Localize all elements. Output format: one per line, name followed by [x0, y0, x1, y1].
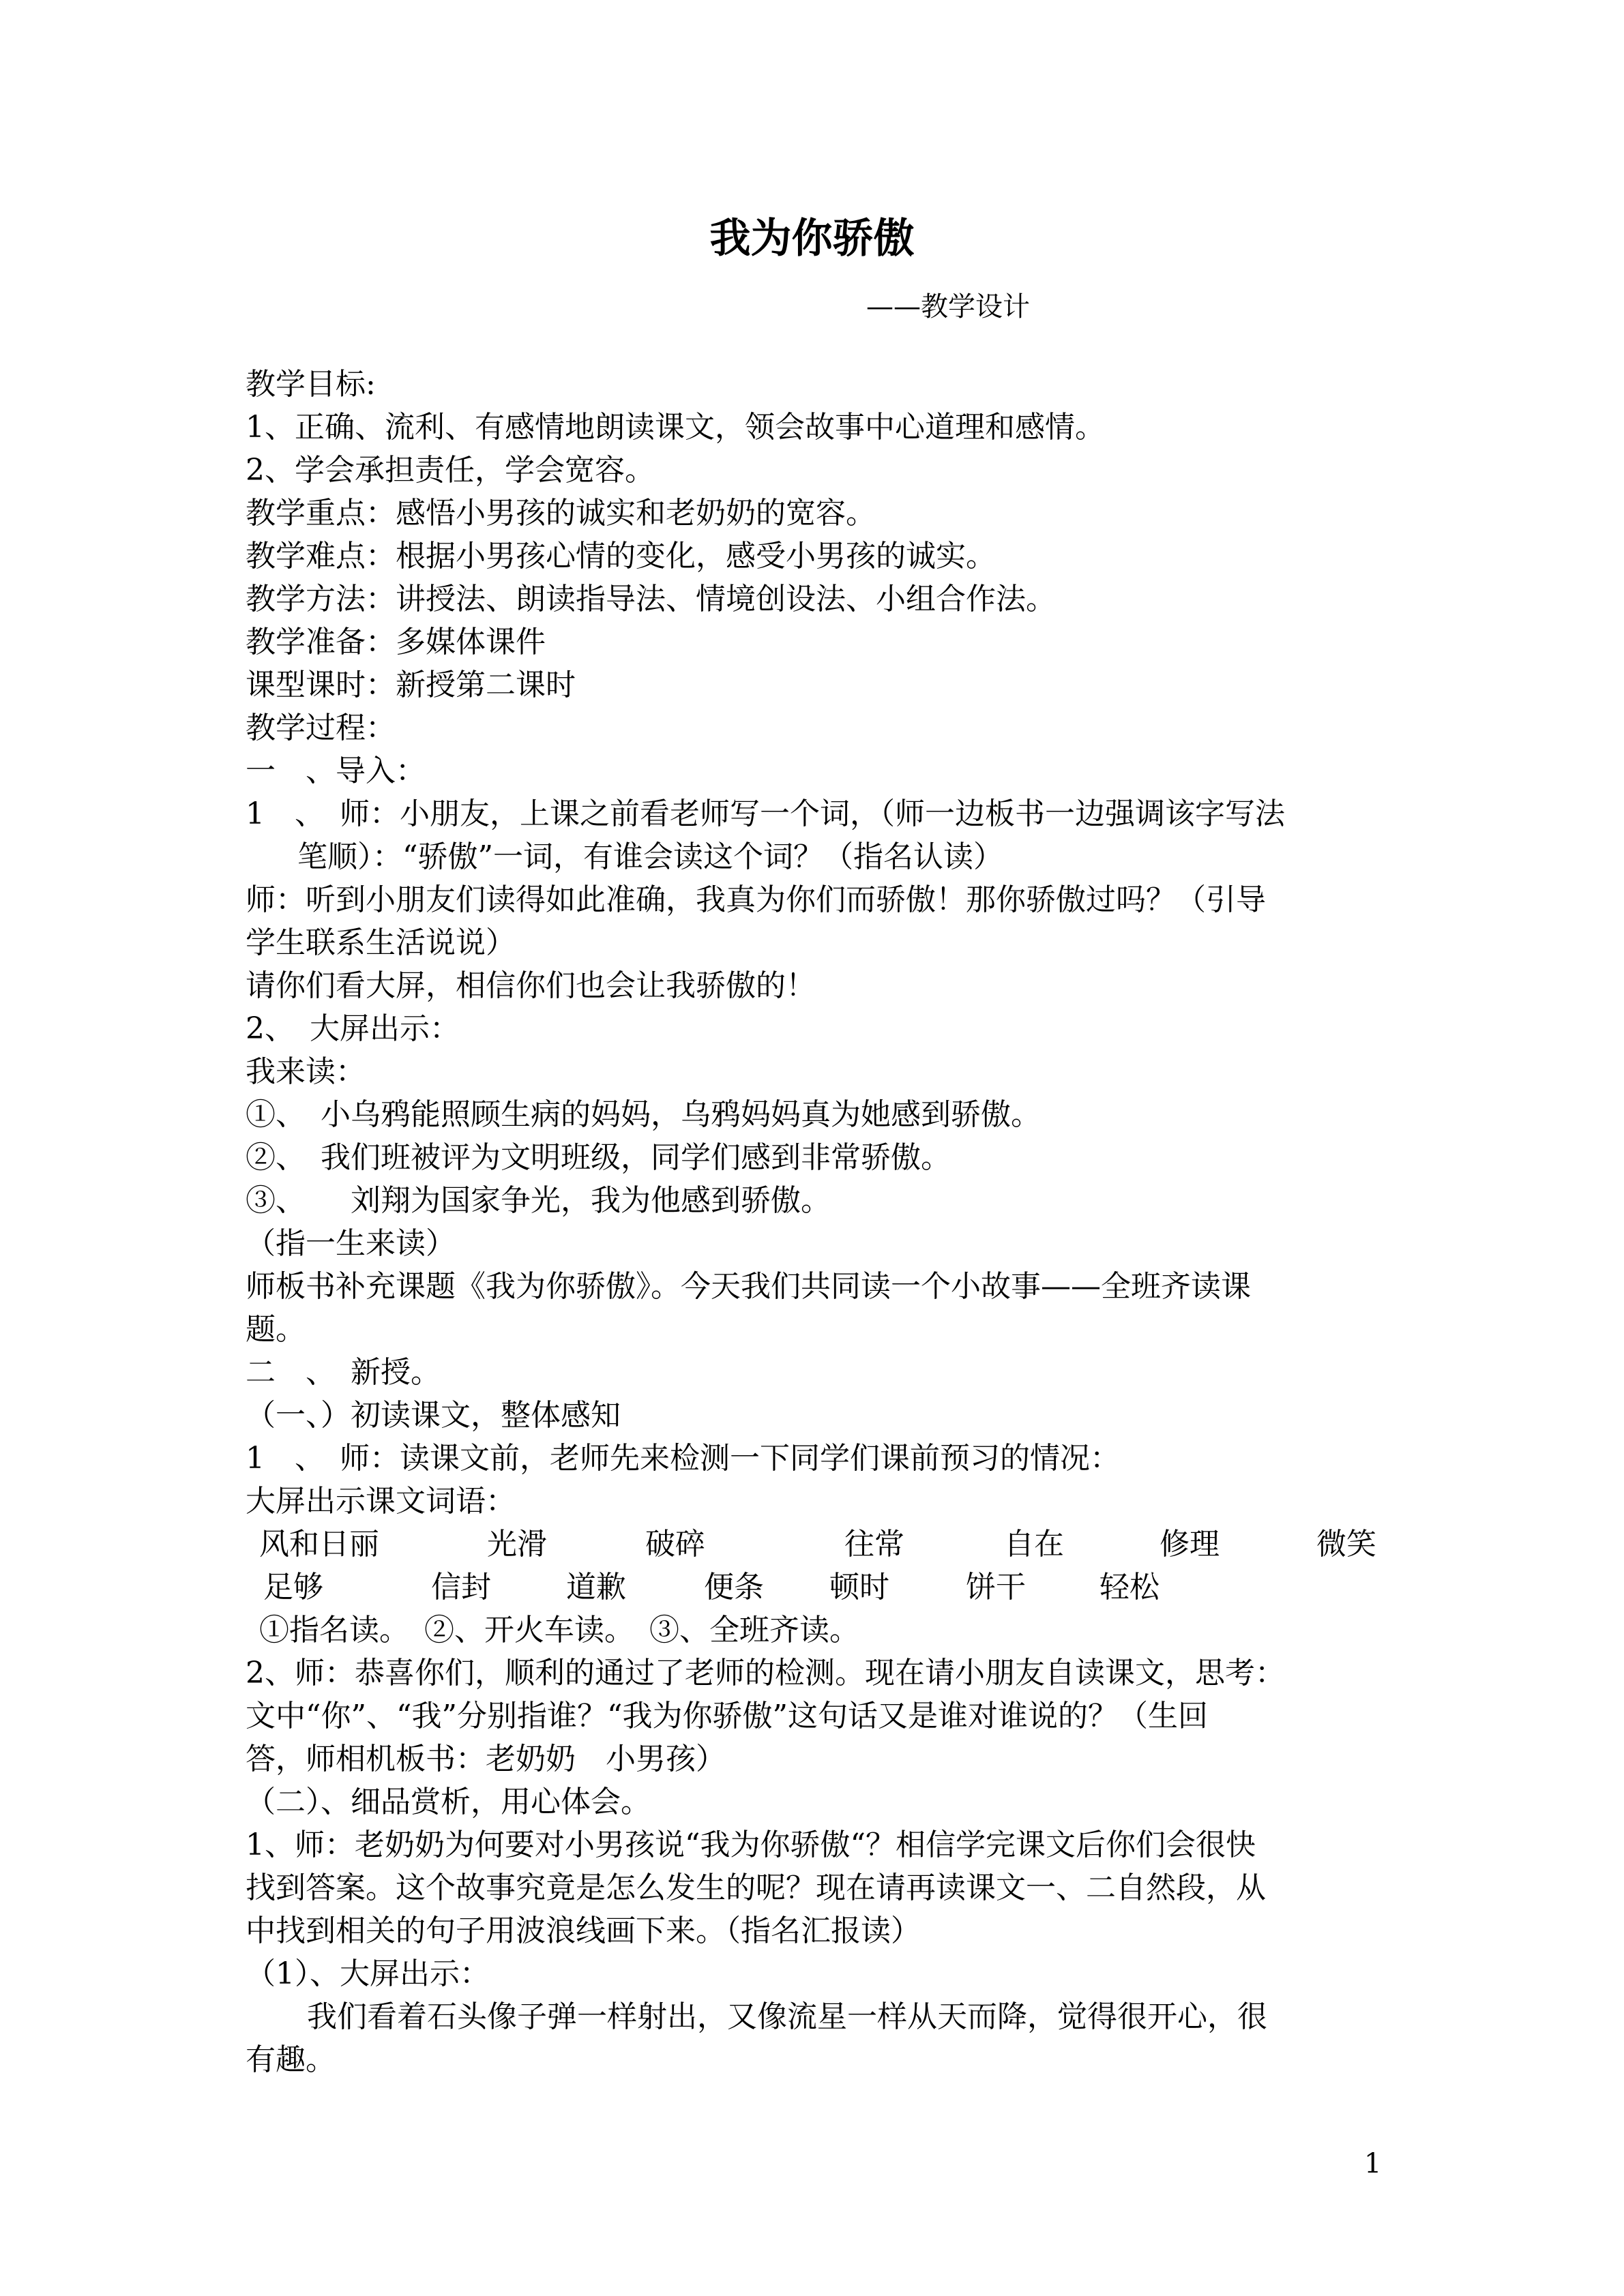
document-subtitle: ——教学设计	[866, 291, 1030, 323]
body-line: 2、学会承担责任，学会宽容。	[246, 453, 655, 488]
vocab-word: 顿时	[829, 1570, 889, 1605]
body-line: 找到答案。这个故事究竟是怎么发生的呢？现在请再读课文一、二自然段，从	[246, 1870, 1266, 1905]
document-body	[246, 363, 1385, 2081]
body-line: 有趣。	[246, 2042, 336, 2077]
page-number: 1	[1364, 2148, 1382, 2179]
body-line: 1、正确、流利、有感情地朗读课文，领会故事中心道理和感情。	[246, 410, 1105, 445]
body-line: （一、）初读课文，整体感知	[246, 1398, 621, 1433]
vocab-row	[246, 1523, 1385, 1566]
body-line: ②、 我们班被评为文明班级，同学们感到非常骄傲。	[246, 1140, 951, 1175]
vocab-word: 微笑	[1316, 1527, 1376, 1562]
body-line: 教学重点：感悟小男孩的诚实和老奶奶的宽容。	[246, 496, 876, 531]
vocab-word: 风和日丽	[259, 1527, 379, 1562]
body-line: 1、师：老奶奶为何要对小男孩说“我为你骄傲“？相信学完课文后你们会很快	[246, 1828, 1256, 1862]
body-line: 我们看着石头像子弹一样射出，又像流星一样从天而降，觉得很开心，很	[307, 1999, 1267, 2034]
vocab-word: 道歉	[566, 1570, 626, 1605]
vocab-word: 足够	[263, 1570, 323, 1605]
vocab-word: 光滑	[487, 1527, 547, 1562]
body-line: ③、 刘翔为国家争光，我为他感到骄傲。	[246, 1183, 831, 1218]
vocab-word: 便条	[704, 1570, 764, 1605]
body-line: ①指名读。 ②、开火车读。 ③、全班齐读。	[259, 1613, 859, 1648]
body-line: （1）、大屏出示：	[246, 1956, 490, 1991]
body-line: 大屏出示课文词语：	[246, 1484, 516, 1519]
body-line: 1 、 师：读课文前，老师先来检测一下同学们课前预习的情况：	[246, 1441, 1120, 1476]
body-line: 我来读：	[246, 1054, 366, 1089]
body-line: 教学目标:	[246, 367, 376, 402]
vocab-word: 饼干	[966, 1570, 1026, 1605]
body-line: 2、 大屏出示：	[246, 1011, 460, 1046]
body-line: 二 、 新授。	[246, 1355, 441, 1390]
body-line: 答，师相机板书：老奶奶 小男孩）	[246, 1742, 726, 1776]
body-line: 笔顺）：“骄傲”一词，有谁会读这个词？（指名认读）	[297, 839, 1003, 874]
vocab-word: 修理	[1160, 1527, 1220, 1562]
body-line: 文中“你”、“我”分别指谁？“我为你骄傲”这句话又是谁对谁说的？（生回	[246, 1699, 1208, 1733]
body-line: ①、 小乌鸦能照顾生病的妈妈，乌鸦妈妈真为她感到骄傲。	[246, 1097, 1041, 1132]
body-line: 师：听到小朋友们读得如此准确，我真为你们而骄傲！那你骄傲过吗？（引导	[246, 882, 1266, 917]
vocab-word: 信封	[431, 1570, 491, 1605]
vocab-row	[246, 1566, 1385, 1609]
vocab-word: 轻松	[1099, 1570, 1160, 1605]
body-line: 教学难点：根据小男孩心情的变化，感受小男孩的诚实。	[246, 539, 996, 573]
body-line: 2、师：恭喜你们，顺利的通过了老师的检测。现在请小朋友自读课文，思考：	[246, 1656, 1285, 1690]
body-line: 一 、导入：	[246, 754, 426, 788]
body-line: 教学过程：	[246, 711, 396, 745]
body-line: 学生联系生活说说）	[246, 925, 516, 960]
body-line: 1 、 师：小朋友，上课之前看老师写一个词，（师一边板书一边强调该字写法	[246, 796, 1285, 831]
body-line: 教学准备：多媒体课件	[246, 625, 546, 659]
body-line: 中找到相关的句子用波浪线画下来。（指名汇报读）	[246, 1913, 921, 1948]
body-line: 课型课时：新授第二课时	[246, 668, 576, 702]
body-line: 师板书补充课题《我为你骄傲》。今天我们共同读一个小故事——全班齐读课	[246, 1269, 1251, 1304]
body-line: 教学方法：讲授法、朗读指导法、情境创设法、小组合作法。	[246, 582, 1056, 616]
vocab-word: 往常	[844, 1527, 904, 1562]
body-line: 题。	[246, 1312, 306, 1347]
body-line: （指一生来读）	[246, 1226, 456, 1261]
vocab-word: 自在	[1004, 1527, 1064, 1562]
vocab-word: 破碎	[645, 1527, 705, 1562]
document-title: 我为你骄傲	[709, 215, 915, 263]
body-line: （二）、细品赏析，用心体会。	[246, 1785, 651, 1819]
body-line: 请你们看大屏，相信你们也会让我骄傲的！	[246, 968, 816, 1003]
